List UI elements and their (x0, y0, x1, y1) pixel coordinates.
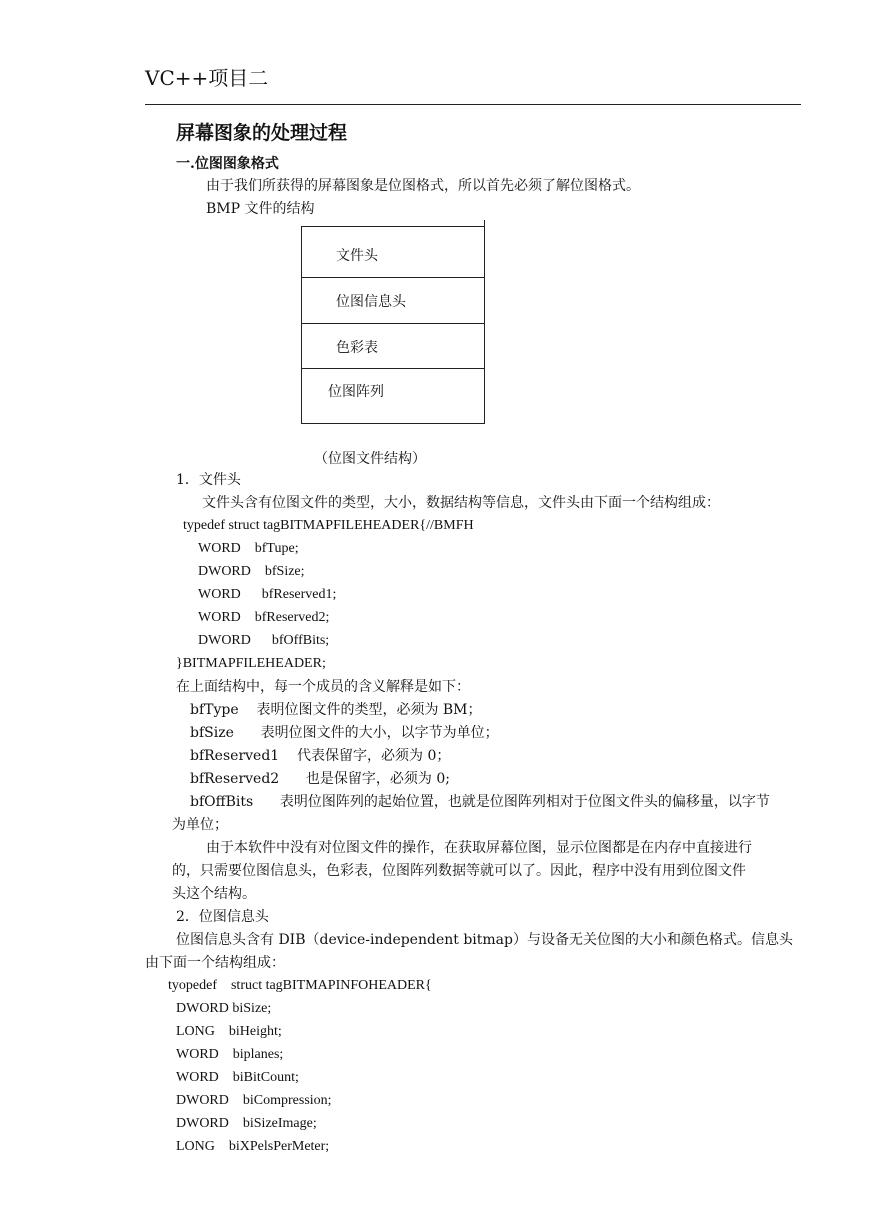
info-header-desc-line: 位图信息头含有 DIB（device-independent bitmap）与设备无关位图的大小和颜色格式。信息头 (176, 932, 793, 948)
diagram-cell-label: 色彩表 (336, 340, 378, 356)
code-line: LONG biHeight; (176, 1024, 282, 1039)
meaning-intro: 在上面结构中，每一个成员的含义解释是如下： (176, 679, 470, 695)
note-paragraph-line: 头这个结构。 (172, 886, 256, 902)
member-desc: bfType 表明位图文件的类型，必须为 BM； (190, 702, 482, 718)
code-line: WORD biplanes; (176, 1047, 284, 1062)
note-paragraph-line: 的，只需要位图信息头，色彩表，位图阵列数据等就可以了。因此，程序中没有用到位图文件 (172, 863, 746, 879)
bmp-structure-label: BMP 文件的结构 (206, 201, 315, 217)
diagram-caption: （位图文件结构） (314, 451, 426, 467)
subsection-heading: 2．位图信息头 (176, 909, 269, 925)
info-header-desc-line: 由下面一个结构组成： (145, 955, 285, 971)
diagram-cell-file-header (302, 227, 484, 278)
running-header: VC++项目二 (145, 66, 269, 90)
note-paragraph-line: 由于本软件中没有对位图文件的操作，在获取屏幕位图，显示位图都是在内存中直接进行 (206, 840, 752, 856)
section-heading: 一.位图图象格式 (176, 156, 279, 172)
code-line: DWORD bfOffBits; (198, 633, 330, 648)
code-line: DWORD bfSize; (198, 564, 305, 579)
section-intro: 由于我们所获得的屏幕图象是位图格式，所以首先必须了解位图格式。 (206, 178, 640, 194)
subsection-heading: 1．文件头 (176, 472, 241, 488)
diagram-cell-label: 位图信息头 (336, 294, 406, 310)
member-desc: bfOffBits 表明位图阵列的起始位置，也就是位图阵列相对于位图文件头的偏移量，以字节 (190, 794, 770, 810)
header-rule (145, 104, 801, 105)
diagram-cell-info-header (302, 277, 484, 324)
member-desc-cont: 为单位； (172, 817, 228, 833)
diagram-cell-color-table (302, 323, 484, 369)
code-line: WORD biBitCount; (176, 1070, 299, 1085)
member-desc: bfSize 表明位图文件的大小，以字节为单位； (190, 725, 499, 741)
code-line: DWORD biSizeImage; (176, 1116, 317, 1131)
bmp-structure-diagram (301, 226, 485, 424)
diagram-cell-bitmap-array (302, 368, 484, 423)
code-line: DWORD biSize; (176, 1001, 272, 1016)
code-line: LONG biXPelsPerMeter; (176, 1139, 330, 1154)
code-line: tyopedef struct tagBITMAPINFOHEADER{ (168, 978, 432, 993)
code-line: DWORD biCompression; (176, 1093, 332, 1108)
code-line: WORD bfTupe; (198, 541, 299, 556)
member-desc: bfReserved1 代表保留字，必须为 0； (190, 748, 451, 764)
code-line: WORD bfReserved2; (198, 610, 330, 625)
page-title: 屏幕图象的处理过程 (176, 122, 348, 144)
code-line: typedef struct tagBITMAPFILEHEADER{//BMFH (183, 518, 474, 533)
member-desc: bfReserved2 也是保留字，必须为 0; (190, 771, 450, 787)
code-line: WORD bfReserved1; (198, 587, 337, 602)
file-header-desc: 文件头含有位图文件的类型，大小，数据结构等信息，文件头由下面一个结构组成： (202, 495, 720, 511)
diagram-cell-label: 文件头 (336, 248, 378, 264)
diagram-cell-label: 位图阵列 (328, 384, 384, 400)
code-line: }BITMAPFILEHEADER; (176, 656, 326, 671)
